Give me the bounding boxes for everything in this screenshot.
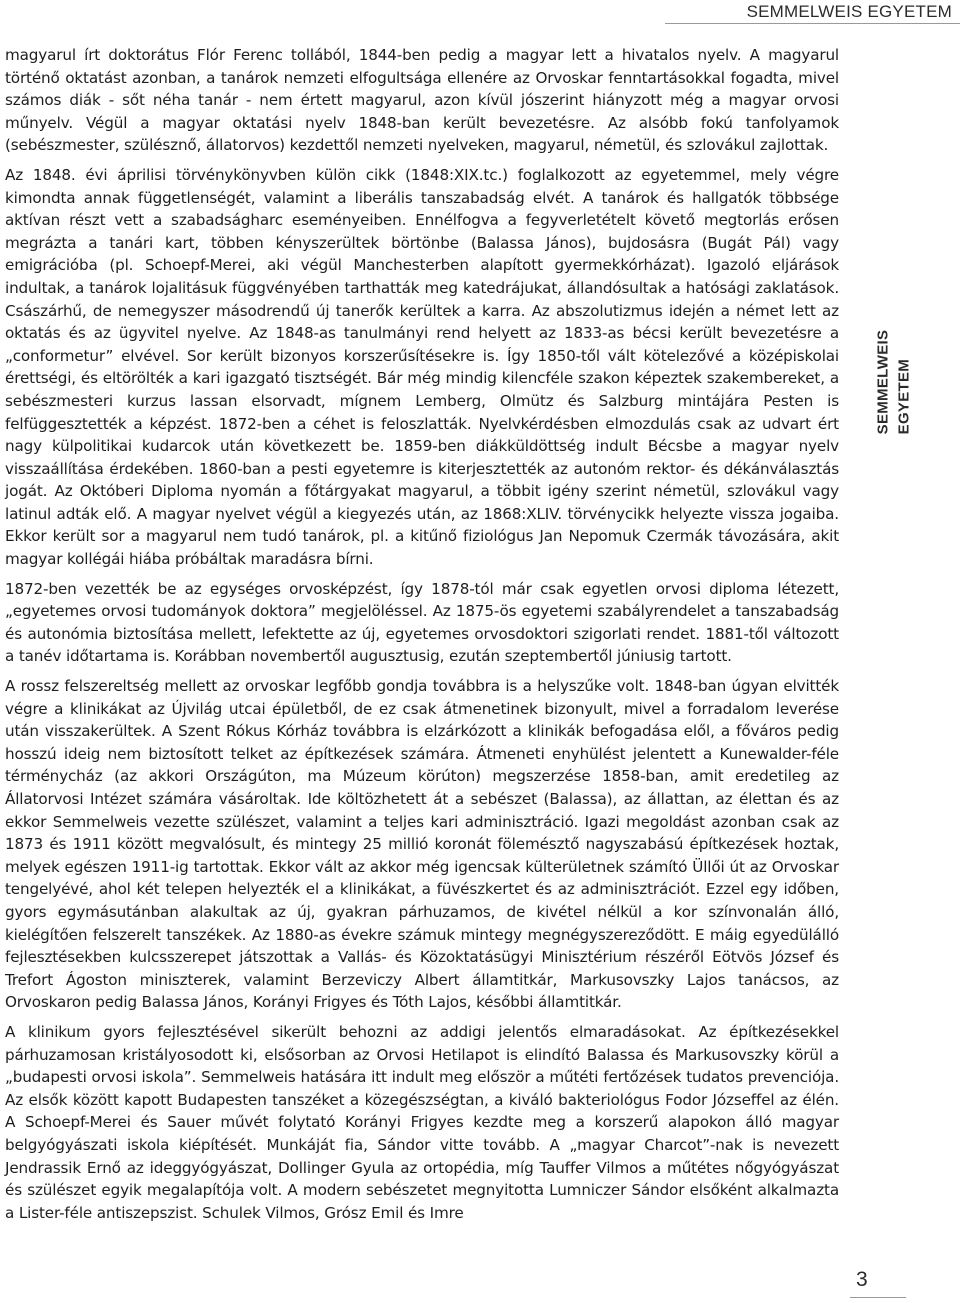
side-brand-label bbox=[862, 312, 924, 452]
paragraph-5: A klinikum gyors fejlesztésével sikerült behozni az addigi jelentős elmaradásokat. Az építkezésekkel párhuzamosan kristályosodott ki, elsősorban az Orvosi Hetilapot is elindító Balassa és Markusovszky körül a „budapesti orvosi iskola”. Semmelweis hatására itt indult meg először a műtéti fertőzések tudatos prevenciója. Az elsők között kapott Budapesten tanszéket a közegészségtan, a kiváló bakteriológus Fodor Józseffel az élén. A Schoepf-Merei és Sauer művét folytató Korányi Frigyes kezdte meg a korszerű alapokon álló magyar belgyógyászati iskola kiépítését. Munkáját fia, Sándor vitte tovább. A „magyar Charcot”-nak is nevezett Jendrassik Ernő az ideggyógyászat, Dollinger Gyula az ortopédia, míg Tauffer Vilmos a műtétes nőgyógyászat és szülészet egyik megalapítója volt. A modern sebészetet megnyitotta Lumniczer Sándor elsőként alkalmazta a Lister-féle antiszepszist. Schulek Vilmos, Grósz Emil és Imre bbox=[5, 1022, 839, 1222]
paragraph-3: 1872-ben vezették be az egységes orvosképzést, így 1878-tól már csak egyetlen orvosi diploma létezett, „egyetemes orvosi tudományok doktora” megjelöléssel. Az 1875-ös egyetemi szabályrendelet a tanszabadság és autonómia biztosítása mellett, lefektette az új, egyetemes orvosdoktori szigorlati rendet. 1881-től változott a tanév időtartama is. Korábban novembertől augusztusig, ezután szeptembertől júniusig tartott. bbox=[5, 579, 839, 666]
paragraph-1: magyarul írt doktorátus Flór Ferenc tollából, 1844-ben pedig a magyar lett a hivatalos nyelv. A magyarul történő oktatást azonban, a tanárok nemzeti elfogultsága ellenére az Orvoskar fenntartásokkal fogadta, mivel számos diák - sőt néha tanár - nem értett magyarul, azon kívül jószerint hiányzott még a magyar orvosi műnyelv. Végül a magyar oktatási nyelv 1848-ban került bevezetésre. Az alsóbb fokú tanfolyamok (sebészmester, szülésznő, állatorvos) kezdettől nemzeti nyelveken, magyarul, németül, és szlovákul zajlottak. bbox=[5, 46, 839, 155]
footer-divider bbox=[850, 1297, 906, 1298]
page-number: 3 bbox=[856, 1268, 868, 1291]
side-label-line1: SEMMELWEIS bbox=[874, 329, 891, 435]
paragraph-4: A rossz felszereltség mellett az orvoskar legfőbb gondja továbbra is a helyszűke volt. 1848-ban úgyan elvitték végre a klinikákat az Újvilág utcai épületből, de ez csak átmenetinek bizonyult, mivel a forradalom leverése után visszakerültek. A Szent Rókus Kórház továbbra is elzárkózott a klinikák befogadása elől, a főváros pedig hosszú ideig nem biztosított telket az építkezések számára. Átmeneti enyhülést jelentett a Kunewalder-féle térménycház (az akkori Országúton, ma Múzeum körúton) megszerzése 1858-ban, amit eredetileg az Állatorvosi Intézet számára vásároltak. Ide költözhetett át a sebészet (Balassa), az állattan, az élettan és az ekkor Semmelweis vezette szülészet, valamint a teljes kari adminisztráció. Igazi megoldást azonban csak az 1873 és 1911 között megvalósult, és mintegy 25 millió koronát fölemésztő nagyszabású építkezések hoztak, melyek egészen 1911-ig tartottak. Ekkor vált az akkor még igencsak külterületnek számító Üllői út az Orvoskar tengelyévé, ahol két telepen helyezték el a klinikákat, a füvészkertet és az adminisztrációt. Ezzel egy időben, gyors egymásutánban alakultak az új, gyakran párhuzamos, de kivétel nélkül a kor színvonalán álló, kielégítően felszerelt tanszékek. Az 1880-as évekre számuk mintegy megnégyszereződött. E máig egyedülálló fejlesztésekben kulcsszerepet játszottak a Vallás- és Közoktatásügyi Minisztérium részéről Eötvös József és Trefort Ágoston miniszterek, valamint Berzeviczy Albert államtitkár, Markusovszky Lajos tanácsos, az Orvoskaron pedig Balassa János, Korányi Frigyes és Tóth Lajos, későbbi államtitkár. bbox=[5, 677, 839, 1012]
paragraph-2: Az 1848. évi áprilisi törvénykönyvben külön cikk (1848:XIX.tc.) foglalkozott az egyetemmel, mely végre kimondta annak függetlenségét, valamint a liberális tanszabadság elvét. A tanárok és hallgatók többsége aktívan részt vett a szabadságharc eseményeiben. Ennélfogva a fegyverletételt követő megtorlás erősen megrázta a tanári kart, többen kényszerültek börtönbe (Balassa János), bujdosásra (Bugát Pál) vagy emigrációba (pl. Schoepf-Merei, aki végül Manchesterben alapított gyermekkórházat). Igazoló eljárások indultak, a tanárok lojalitásuk függvényében tarthatták meg katedrájukat, állandósultak a hatósági zaklatások. Császárhű, de nemegyszer másodrendű új tanerők kerültek a karra. Az abszolutizmus idején a német lett az oktatás és az ügyvitel nyelve. Az 1848-as tanulmányi rend helyett az 1833-as bécsi került bevezetésre a „conformetur” elvével. Sor került bizonyos korszerűsítésekre is. Így 1850-től vált kötelezővé a középiskolai érettségi, és eltörölték a kari igazgató tisztségét. Bár még mindig kilencféle szakon képeztek szakembereket, a sebészmesteri kurzus lassan elsorvadt, mígnem Lemberg, Olmütz és Salzburg mintájára Pesten is felfüggesztették a képzést. 1872-ben a céhet is feloszlatták. Nyelvkérdésben elmozdulás csak az udvart ért nagy külpolitikai kudarcok után következett be. 1859-ben diákküldöttség indult Bécsbe a magyar nyelv visszaállítása érdekében. 1860-ban a pesti egyetemre is kiterjesztették az autonóm rektor- és dékánválasztás jogát. Az Októberi Diploma nyomán a főtárgyakat magyarul, a többit igény szerint németül, szlovákul vagy latinul adták elő. A magyar nyelvet végül a kiegyezés után, az 1868:XLIV. törvénycikk helyezte vissza jogaiba. Ekkor került sor a magyarul nem tudó tanárok, pl. a kitűnő fiziológus Jan Nepomuk Czermák távozására, akit magyar kollégái hiába próbáltak maradásra bírni. bbox=[5, 165, 839, 569]
article-body bbox=[5, 44, 839, 1231]
header-brand: SEMMELWEIS EGYETEM bbox=[665, 0, 960, 24]
side-label-line2: EGYETEM bbox=[895, 358, 912, 435]
